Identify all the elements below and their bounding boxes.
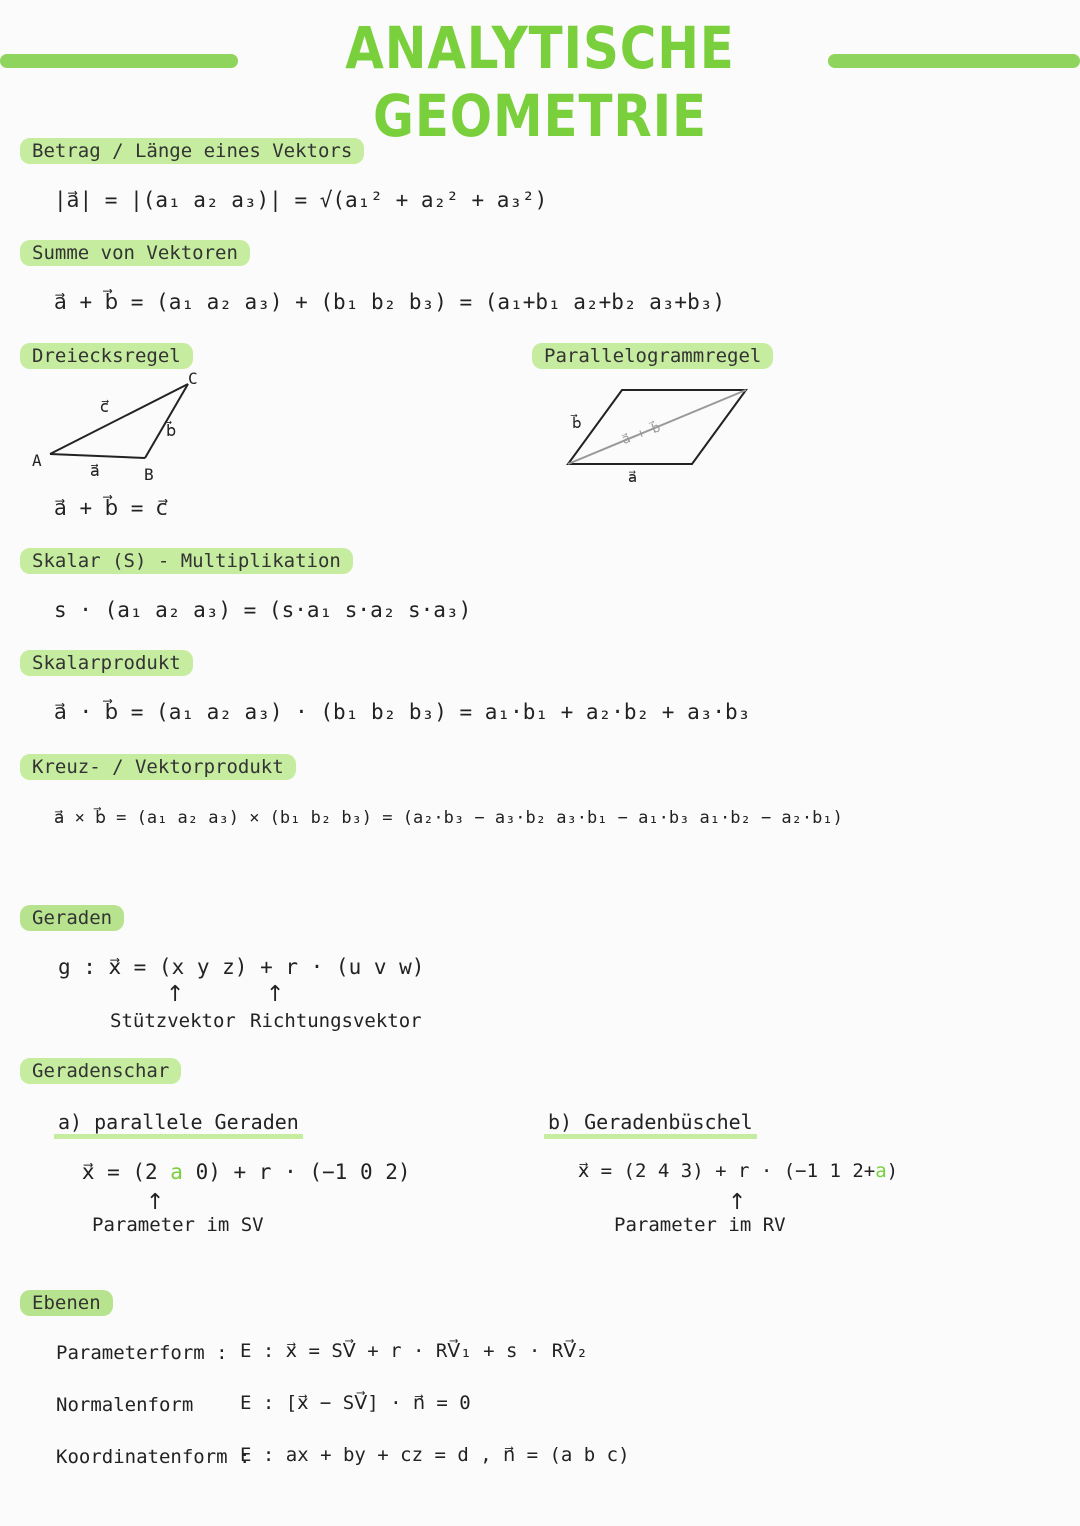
triangle-label-b: b⃗ [166,421,177,440]
formula-summe: a⃗ + b⃗ = (a₁ a₂ a₃) + (b₁ b₂ b₃) = (a₁+b₁ a₂+b₂ a₃+b₃) [54,290,725,314]
formula-a-pre: x⃗ = (2 [82,1160,171,1184]
formula-skalarprodukt: a⃗ · b⃗ = (a₁ a₂ a₃) · (b₁ b₂ b₃) = a₁·b₁ + a₂·b₂ + a₃·b₃ [54,700,751,724]
heading-skalarprodukt: Skalarprodukt [20,650,193,676]
title-bar-right [828,54,1080,68]
parallelogram-diagram [560,384,760,484]
formula-a-post: 0) + r · (−1 0 2) [182,1160,411,1184]
heading-ebenen: Ebenen [20,1290,113,1316]
parallelogram-label-a: a⃗ [628,468,638,484]
arrow-up-icon: ↑ [728,1190,747,1215]
formula-b-post: ) [886,1160,899,1182]
heading-dreiecksregel: Dreiecksregel [20,343,193,369]
heading-skalar-multiplikation: Skalar (S) - Multiplikation [20,548,353,574]
triangle-label-C: C [188,369,198,388]
formula-a-param: a [170,1160,183,1184]
parallelogram-label-sum: a⃗ + b⃗ [620,420,663,448]
formula-betrag: |a⃗| = |(a₁ a₂ a₃)| = √(a₁² + a₂² + a₃²) [54,188,548,212]
triangle-side-a [50,454,145,458]
note-parameter-rv: Parameter im RV [614,1214,786,1236]
formula-dreiecksregel: a⃗ + b⃗ = c⃗ [54,496,168,520]
triangle-label-c: c⃗ [100,397,109,416]
ebene-formula-koordinatenform: E : ax + by + cz = d , n⃗ = (a b c) [240,1444,630,1466]
heading-parallelogrammregel: Parallelogrammregel [532,343,773,369]
heading-parallele-geraden: a) parallele Geraden [54,1110,303,1139]
formula-b-param: a [875,1160,887,1182]
formula-skalar-multiplikation: s · (a₁ a₂ a₃) = (s·a₁ s·a₂ s·a₃) [54,598,472,622]
note-parameter-sv: Parameter im SV [92,1214,264,1236]
triangle-diagram [20,368,240,483]
arrow-up-icon: ↑ [146,1190,165,1215]
formula-kreuzprodukt: a⃗ × b⃗ = (a₁ a₂ a₃) × (b₁ b₂ b₃) = (a₂·b₃ − a₃·b₂ a₃·b₁ − a₁·b₃ a₁·b₂ − a₂·b₁) [54,808,843,828]
heading-summe: Summe von Vektoren [20,240,250,266]
heading-geradenbueschel: b) Geradenbüschel [544,1110,757,1139]
heading-betrag: Betrag / Länge eines Vektors [20,138,364,164]
label-richtungsvektor: Richtungsvektor [250,1010,422,1032]
ebene-formula-parameterform: E : x⃗ = SV⃗ + r · RV⃗₁ + s · RV⃗₂ [240,1340,588,1362]
page-title: ANALYTISCHE GEOMETRIE [345,14,735,150]
ebene-label-normalenform: Normalenform [56,1394,194,1416]
label-stuetzvektor: Stützvektor [110,1010,236,1032]
formula-b-pre: x⃗ = (2 4 3) + r · (−1 1 2+ [578,1160,876,1182]
parallelogram-label-b: b⃗ [572,414,582,432]
triangle-label-A: A [32,451,42,470]
formula-parallele-geraden [82,1160,411,1184]
heading-geradenschar: Geradenschar [20,1058,181,1084]
arrow-up-icon: ↑ [166,982,185,1007]
triangle-label-a: a⃗ [90,461,100,480]
heading-kreuzprodukt: Kreuz- / Vektorprodukt [20,754,296,780]
ebene-formula-normalenform: E : [x⃗ − SV⃗] · n⃗ = 0 [240,1392,471,1414]
formula-geradenbueschel [578,1160,898,1182]
ebene-label-koordinatenform: Koordinatenform : [56,1446,251,1468]
formula-gerade: g : x⃗ = (x y z) + r · (u v w) [58,955,425,979]
heading-geraden: Geraden [20,905,124,931]
triangle-label-B: B [144,465,154,483]
ebene-label-parameterform: Parameterform : [56,1342,228,1364]
title-bar-left [0,54,238,68]
arrow-up-icon: ↑ [266,982,285,1007]
